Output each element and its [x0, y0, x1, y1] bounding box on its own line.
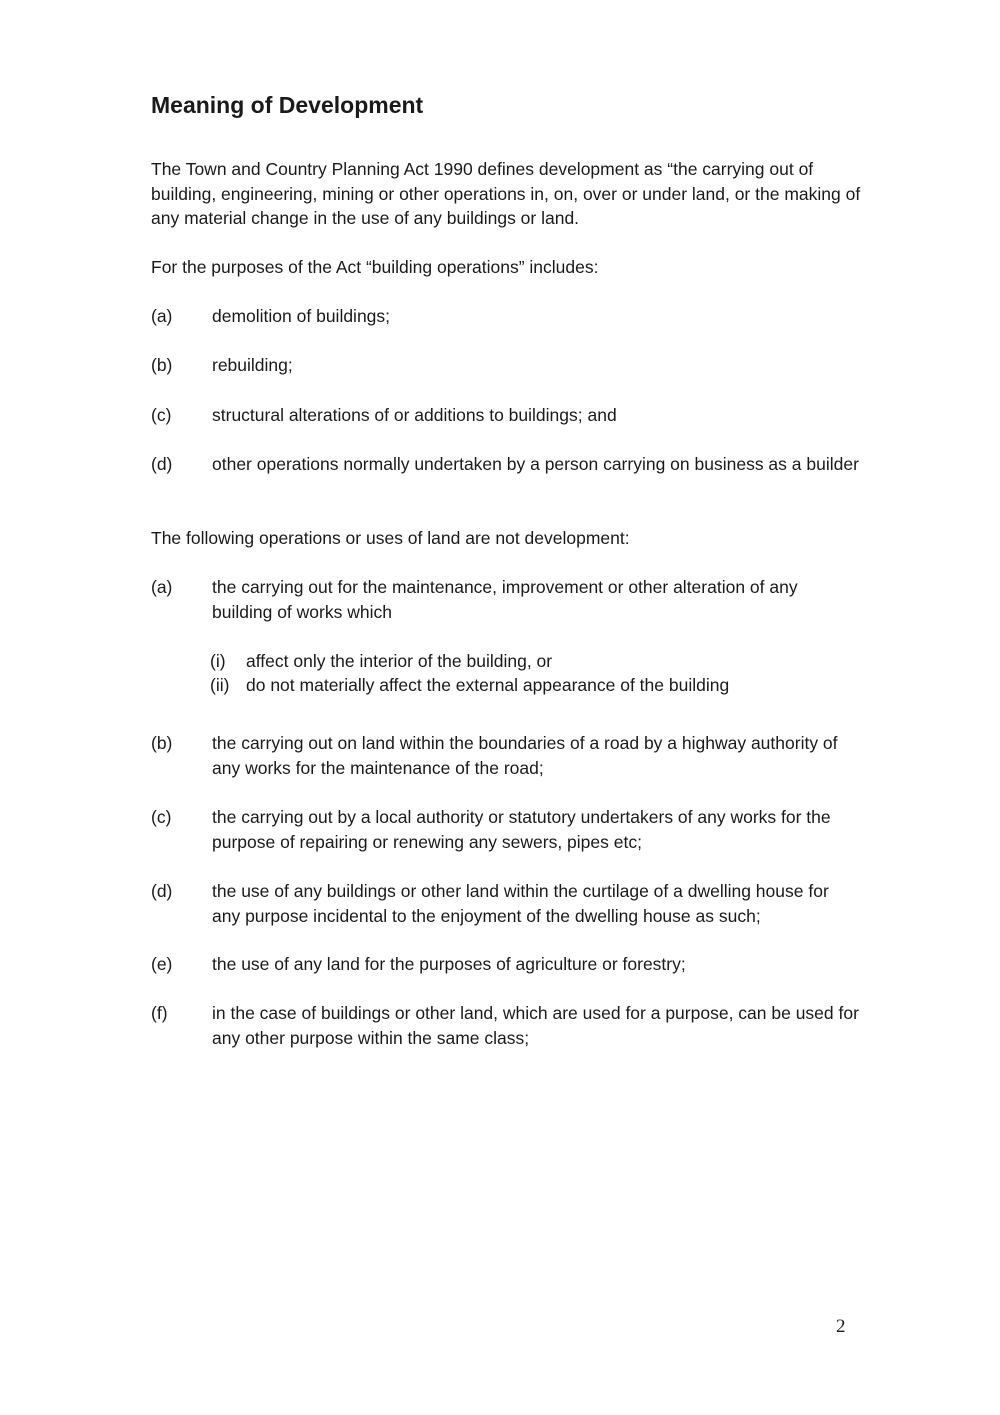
list-item — [151, 575, 861, 624]
list-item — [151, 403, 861, 428]
list-item-text: other operations normally undertaken by a person carrying on business as a builder — [212, 454, 859, 474]
list-item — [151, 879, 861, 928]
list-item-text: the carrying out for the maintenance, improvement or other alteration of any building of works which — [212, 577, 798, 622]
list-item-text: demolition of buildings; — [212, 306, 391, 326]
list-item-label: (e) — [151, 954, 173, 974]
list-item-text: the carrying out on land within the boundaries of a road by a highway authority of any works for the maintenance of the road; — [212, 733, 838, 778]
list-item — [151, 805, 861, 854]
list-item-label: (d) — [151, 881, 173, 901]
list-item-text: the use of any land for the purposes of agriculture or forestry; — [212, 954, 686, 974]
list-item-text: structural alterations of or additions to buildings; and — [212, 405, 617, 425]
sub-list-item-label: (ii) — [210, 675, 230, 695]
building-operations-lead: For the purposes of the Act “building operations” includes: — [151, 257, 599, 277]
document-title: Meaning of Development — [151, 92, 424, 118]
list-item — [151, 731, 861, 780]
list-item-label: (b) — [151, 733, 173, 753]
list-item — [151, 353, 861, 378]
list-item-label: (f) — [151, 1003, 168, 1023]
list-item-text: the carrying out by a local authority or statutory undertakers of any works for the purpose of repairing or renewing any sewers, pipes etc; — [212, 807, 831, 852]
list-item-label: (d) — [151, 454, 173, 474]
list-item — [151, 952, 861, 977]
list-item-label: (a) — [151, 306, 173, 326]
list-item-label: (c) — [151, 807, 172, 827]
sub-list-item — [210, 673, 729, 698]
list-item-label: (a) — [151, 577, 173, 597]
list-item — [151, 1001, 861, 1050]
list-item-text: in the case of buildings or other land, which are used for a purpose, can be used for any other purpose within the same class; — [212, 1003, 859, 1048]
list-item-label: (b) — [151, 355, 173, 375]
sub-list-item-text: affect only the interior of the building, or — [246, 651, 553, 671]
intro-paragraph: The Town and Country Planning Act 1990 defines development as “the carrying out of building, engineering, mining or other operations in, on, over or under land, or the making of any material change in the use of any buildings or land. — [151, 159, 861, 228]
list-item-text: rebuilding; — [212, 355, 293, 375]
list-item-text: the use of any buildings or other land within the curtilage of a dwelling house for any purpose incidental to the enjoyment of the dwelling house as such; — [212, 881, 829, 926]
list-item — [151, 304, 861, 329]
sub-list-item — [210, 649, 552, 674]
page-number: 2 — [836, 1316, 846, 1337]
sub-list-item-text: do not materially affect the external appearance of the building — [246, 675, 730, 695]
not-development-lead: The following operations or uses of land are not development: — [151, 528, 630, 548]
list-item-label: (c) — [151, 405, 172, 425]
list-item — [151, 452, 861, 477]
sub-list-item-label: (i) — [210, 651, 226, 671]
